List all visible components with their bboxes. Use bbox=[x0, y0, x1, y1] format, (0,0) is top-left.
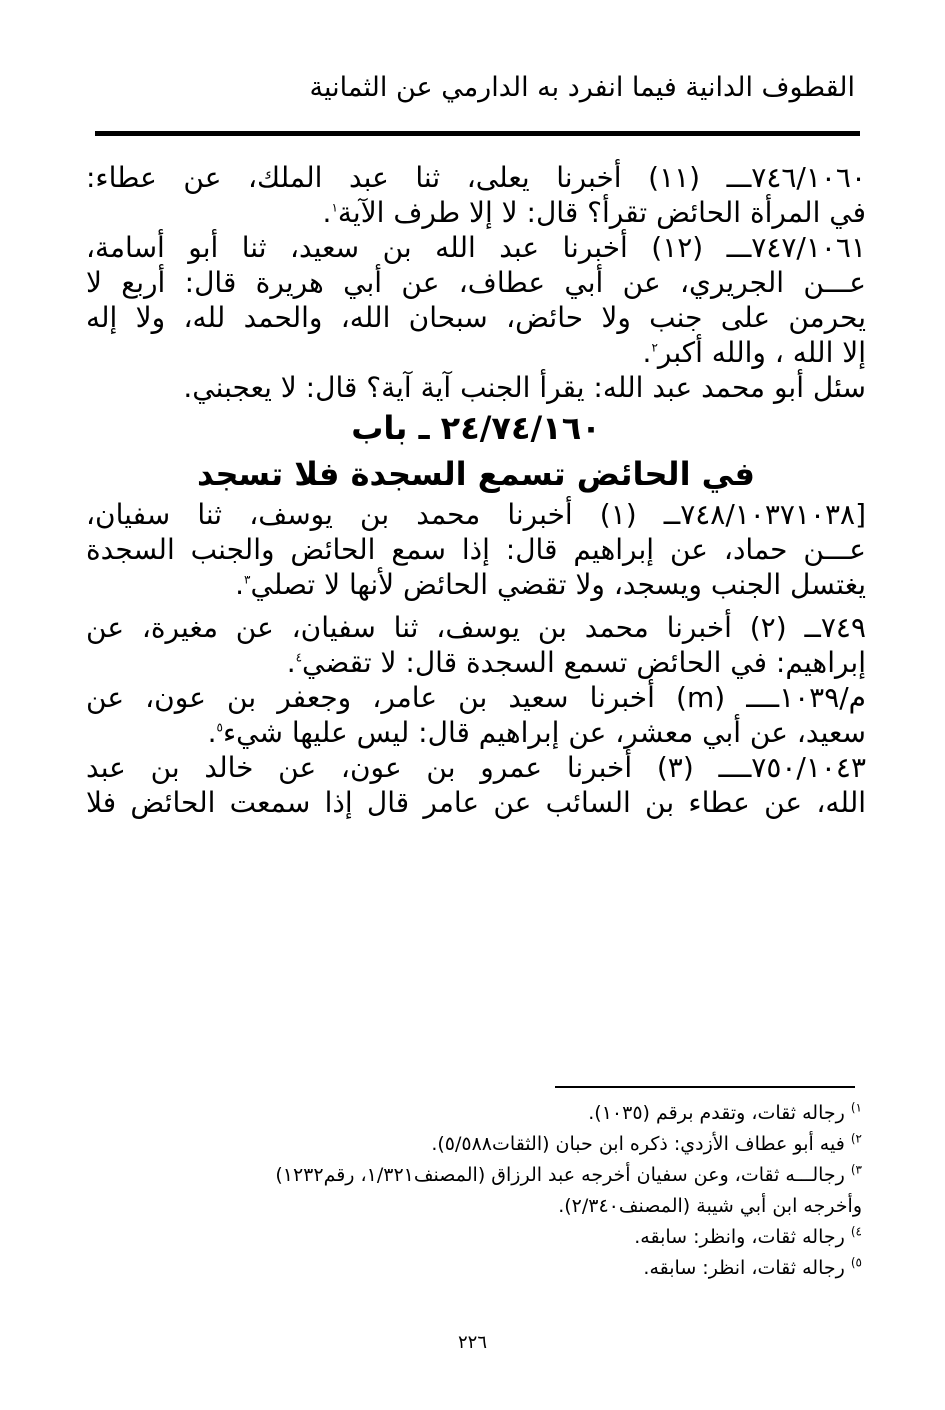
text-line bbox=[86, 335, 866, 370]
text-line bbox=[86, 532, 866, 567]
footnote-ref: ٤ bbox=[295, 650, 303, 665]
line-text: الله، عن عطاء بن السائب عن عامر قال إذا سمعت الحائض فلا bbox=[86, 786, 866, 819]
text-line bbox=[86, 230, 866, 265]
footnote-text: وأخرجه ابن أبي شيبة (المصنف٢/٣٤٠). bbox=[558, 1195, 862, 1217]
footnote bbox=[86, 1222, 862, 1253]
text-line bbox=[86, 370, 866, 405]
footnote-mark: ٣) bbox=[850, 1162, 862, 1177]
line-text: ٧٥٠/١٠٤٣ــــ (٣) أخبرنا عمرو بن عون، عن خالد بن عبد bbox=[86, 751, 867, 784]
text-line bbox=[86, 785, 866, 820]
line-text: ٧٤٦/١٠٦٠ـــ (١١) أخبرنا يعلى، ثنا عبد الملك، عن عطاء: bbox=[86, 161, 867, 194]
line-text: ٧٤٧/١٠٦١ـــ (١٢) أخبرنا عبد الله بن سعيد، ثنا أبو أسامة، bbox=[86, 231, 866, 264]
footnote bbox=[86, 1253, 862, 1284]
text-line bbox=[86, 715, 866, 750]
footnote-ref: ٣ bbox=[244, 572, 251, 587]
text-line bbox=[86, 497, 866, 532]
footnotes bbox=[86, 1098, 862, 1284]
text-line bbox=[86, 195, 866, 230]
footnote-mark: ١) bbox=[850, 1100, 862, 1115]
text-line bbox=[86, 645, 866, 680]
text-line bbox=[86, 610, 866, 645]
footnote-mark: ٢) bbox=[850, 1131, 862, 1146]
text-line bbox=[86, 750, 866, 785]
line-text: عـــن الجريري، عن أبي عطاف، عن أبي هريرة قال: أربع لا bbox=[86, 266, 866, 299]
footnote-text: رجالـــه ثقات، وعن سفيان أخرجه عبد الرزاق (المصنف١/٣٢١، رقم١٢٣٢) bbox=[275, 1164, 851, 1186]
line-end-punct: . bbox=[235, 568, 245, 601]
footnote bbox=[86, 1098, 862, 1129]
text-line bbox=[86, 680, 866, 715]
line-text: إلا الله ، والله أكبر bbox=[657, 336, 866, 369]
footnote-divider bbox=[555, 1086, 855, 1088]
chapter-heading bbox=[86, 451, 866, 497]
footnote-text: فيه أبو عطاف الأزدي: ذكره ابن حبان (الثقات٥/٥٨٨). bbox=[431, 1133, 851, 1155]
line-text: عـــن حماد، عن إبراهيم قال: إذا سمع الحائض والجنب السجدة bbox=[86, 533, 866, 566]
line-end-punct: . bbox=[322, 196, 332, 229]
text-line bbox=[86, 160, 866, 195]
line-text: في المرأة الحائض تقرأ؟ قال: لا إلا طرف الآية bbox=[337, 196, 866, 229]
footnote-mark: ٥) bbox=[850, 1255, 862, 1270]
line-text: م/١٠٣٩ــــ (m) أخبرنا سعيد بن عامر، وجعفر بن عون، عن bbox=[86, 681, 867, 714]
line-text: في الحائض تسمع السجدة فلا تسجد bbox=[196, 455, 755, 493]
line-text: [٧٤٨/١٠٣٧١٠٣٨ــ (١) أخبرنا محمد بن يوسف، ثنا سفيان، bbox=[86, 498, 867, 531]
line-text: ٧٤٩ــ (٢) أخبرنا محمد بن يوسف، ثنا سفيان، عن مغيرة، عن bbox=[86, 611, 867, 644]
line-end-punct: . bbox=[642, 336, 652, 369]
line-text: إبراهيم: في الحائض تسمع السجدة قال: لا تقضي bbox=[302, 646, 866, 679]
text-line bbox=[86, 265, 866, 300]
text-line bbox=[86, 300, 866, 335]
header-divider bbox=[95, 131, 860, 136]
footnote-ref: ٢ bbox=[651, 340, 658, 355]
main-text bbox=[86, 160, 866, 820]
footnote-mark: ٤) bbox=[850, 1224, 862, 1239]
line-end-punct: . bbox=[207, 716, 217, 749]
footnote-ref: ٥ bbox=[216, 720, 223, 735]
footnote-ref: ١ bbox=[331, 200, 338, 215]
footnote bbox=[86, 1129, 862, 1160]
line-text: يغتسل الجنب ويسجد، ولا تقضي الحائض لأنها لا تصلي bbox=[250, 568, 866, 601]
footnote-text: رجاله ثقات، انظر: سابقه. bbox=[643, 1257, 851, 1279]
line-text: سعيد، عن أبي معشر، عن إبراهيم قال: ليس عليها شيء bbox=[222, 716, 866, 749]
footnote bbox=[86, 1160, 862, 1191]
line-text: ٢٤/٧٤/١٦٠ ـ باب bbox=[351, 409, 601, 447]
footnote-text: رجاله ثقات، وانظر: سابقه. bbox=[634, 1226, 851, 1248]
footnote-text: رجاله ثقات، وتقدم برقم (١٠٣٥). bbox=[588, 1102, 851, 1124]
line-text: يحرمن على جنب ولا حائض، سبحان الله، والحمد لله، ولا إله bbox=[86, 301, 866, 334]
page-number: ٢٢٦ bbox=[457, 1332, 487, 1353]
text-line bbox=[86, 567, 866, 602]
running-header: القطوف الدانية فيما انفرد به الدارمي عن الثمانية bbox=[309, 72, 855, 103]
footnote bbox=[86, 1191, 862, 1222]
chapter-heading bbox=[86, 405, 866, 451]
line-end-punct: . bbox=[286, 646, 296, 679]
line-text: سئل أبو محمد عبد الله: يقرأ الجنب آية آية؟ قال: لا يعجبني. bbox=[183, 371, 866, 404]
